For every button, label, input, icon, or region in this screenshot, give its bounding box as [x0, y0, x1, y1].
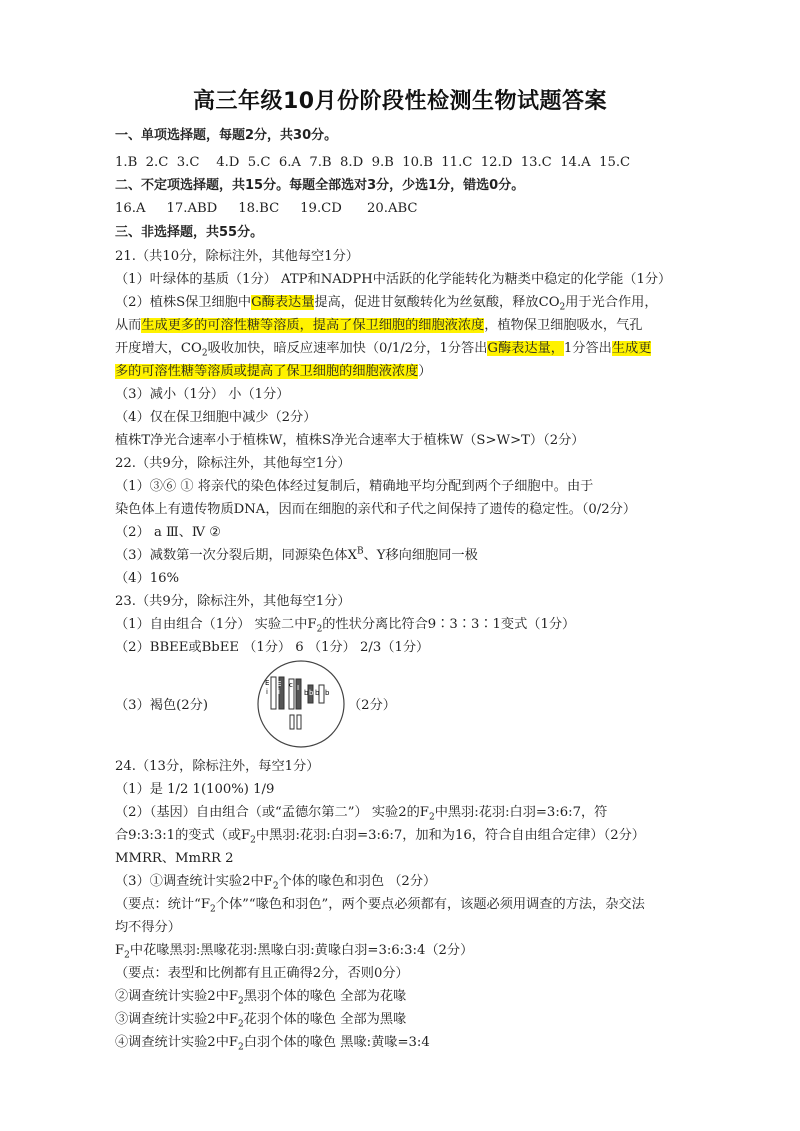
gene-label: I	[297, 684, 300, 692]
gene-label: b	[309, 689, 314, 697]
q24-part2-line2: 合9:3:3:1的变式（或$F_2$中黑羽:花羽:白羽=3:6:7，加和为16，符合自由组合定律）（2分）	[115, 828, 645, 846]
q21-part2-line1: （2）植株S保卫细胞中G酶表达量提高，促进甘氨酸转化为丝氨酸，释放$CO_2$用于光合作用，	[115, 295, 658, 313]
q24-note1-end: 均不得分）	[115, 920, 181, 935]
answer: 6.A	[278, 155, 301, 170]
answer: 17.ABD	[166, 201, 218, 216]
q23-header: 23.（共9分，除标注外，其他每空1分）	[115, 594, 351, 609]
answer: 18.BC	[238, 201, 280, 216]
answer: 19.CD	[300, 201, 342, 216]
answer: 1.B	[115, 155, 138, 170]
cell-diagram-svg	[256, 659, 346, 749]
highlight: G酶表达量	[251, 295, 315, 310]
answer: 7.B	[309, 155, 332, 170]
q24-header: 24.（13分，除标注外，每空1分）	[115, 759, 320, 774]
answer: 15.C	[599, 155, 631, 170]
answer: 10.B	[402, 155, 433, 170]
q22-part3: （3）减数第一次分裂后期，同源染色体$X^B$、Y移向细胞同一极	[115, 546, 478, 563]
q21-part2-line2: 从而生成更多的可溶性糖等溶质，提高了保卫细胞的细胞液浓度，植物保卫细胞吸水，气孔	[115, 318, 643, 333]
chromosome	[290, 715, 294, 729]
answer: 8.D	[340, 155, 364, 170]
section1-heading: 一、单项选择题，每题2分，共30分。	[115, 128, 338, 143]
gene-label: b	[315, 689, 320, 697]
answer: 3.C	[176, 155, 200, 170]
q24-part2-line1: （2）（基因）自由组合（或“孟德尔第二”） 实验2的$F_2$中黑羽:花羽:白羽=3:6:7，符	[115, 805, 608, 823]
q24-note1: （要点：统计“$F_2$个体”“喙色和羽色”，两个要点必须都有，该题必须用调查的方法，杂交法	[115, 897, 645, 915]
answer: 11.C	[441, 155, 473, 170]
gene-label: E	[265, 679, 270, 687]
cell-diagram	[256, 659, 346, 749]
highlight: 生成更	[611, 341, 652, 356]
page-title: 高三年级10月份阶段性检测生物试题答案	[192, 89, 608, 114]
gene-label: b	[325, 689, 330, 697]
chromosome	[319, 685, 324, 703]
q22-header: 22.（共9分，除标注外，其他每空1分）	[115, 456, 351, 471]
answer: 9.B	[371, 155, 394, 170]
answer: 2.C	[145, 155, 169, 170]
q21-part1: （1）叶绿体的基质（1分） ATP和NADPH中活跃的化学能转化为糖类中稳定的化学能（1分）	[115, 272, 672, 287]
q21-part4-detail: 植株T净光合速率小于植株W，植株S净光合速率大于植株W（S>W>T）（2分）	[115, 433, 585, 448]
q24-step4: ④调查统计实验2中$F_2$白羽个体的喙色 黑喙:黄喙=3:4	[115, 1035, 430, 1053]
q22-part2: （2） a Ⅲ、Ⅳ ②	[115, 525, 222, 540]
q23-part3-label: （3）褐色(2分)	[115, 698, 209, 713]
q21-part2-line4: 多的可溶性糖等溶质或提高了保卫细胞的细胞液浓度）	[115, 364, 432, 379]
answer: 5.C	[247, 155, 271, 170]
answer: 14.A	[560, 155, 591, 170]
chromosome	[271, 677, 276, 709]
q21-part4: （4）仅在保卫细胞中减少（2分）	[115, 410, 317, 425]
answer: 16.A	[115, 201, 146, 216]
answer: 13.C	[520, 155, 552, 170]
q24-part1: （1）是 1/2 1(100%) 1/9	[115, 782, 275, 797]
q22-part1-line2: 染色体上有遗传物质DNA，因而在细胞的亲代和子代之间保持了遗传的稳定性。（0/2分）	[115, 502, 637, 517]
q24-phenotype-ratio: $F_2$中花喙黑羽:黑喙花羽:黑喙白羽:黄喙白羽=3:6:3:4（2分）	[115, 943, 474, 961]
q23-part3-score: （2分）	[348, 698, 396, 713]
gene-label: E	[277, 680, 282, 688]
highlight: 生成更多的可溶性糖等溶质，提高了保卫细胞的细胞液浓度	[141, 318, 485, 333]
q24-step2: ②调查统计实验2中$F_2$黑羽个体的喙色 全部为花喙	[115, 989, 407, 1007]
q21-part2-line3: 开度增大，$CO_2$吸收加快，暗反应速率加快（0/1/2分，1分答出G酶表达量，1分答出生成更	[115, 341, 652, 359]
q24-part3-line1: （3）①调查统计实验2中$F_2$个体的喙色和羽色 （2分）	[115, 874, 437, 892]
q24-note2: （要点：表型和比例都有且正确得2分，否则0分）	[115, 966, 409, 981]
q23-part2: （2）BBEE或BbEE （1分） 6 （1分） 2/3（1分）	[115, 640, 430, 655]
q21-header: 21.（共10分，除标注外，其他每空1分）	[115, 249, 359, 264]
q24-step3: ③调查统计实验2中$F_2$花羽个体的喙色 全部为黑喙	[115, 1012, 407, 1030]
chromosome	[297, 715, 301, 729]
q22-part1-line1: （1）③⑥ ① 将亲代的染色体经过复制后，精确地平均分配到两个子细胞中。由于	[115, 479, 594, 494]
gene-label: c	[289, 681, 293, 689]
gene-label: i	[278, 688, 280, 696]
gene-label: b	[304, 689, 309, 697]
gene-label: i	[266, 688, 268, 696]
answer: 4.D	[216, 155, 240, 170]
section2-heading: 二、不定项选择题，共15分。每题全部选对3分，少选1分，错选0分。	[115, 178, 525, 193]
highlight: 多的可溶性糖等溶质或提高了保卫细胞的细胞液浓度	[115, 364, 419, 379]
q21-part3: （3）减小（1分） 小（1分）	[115, 387, 290, 402]
q24-part2-line3: MMRR、MmRR 2	[115, 851, 234, 866]
highlight: G酶表达量，	[487, 341, 564, 356]
section1-answers	[115, 154, 630, 172]
q23-part1: （1）自由组合（1分） 实验二中$F_2$的性状分离比符合9∶3∶3∶1变式（1分）	[115, 617, 576, 635]
q22-part4: （4）16%	[115, 571, 180, 586]
answer: 20.ABC	[366, 201, 418, 216]
section3-heading: 三、非选择题，共55分。	[115, 225, 264, 240]
answer: 12.D	[480, 155, 513, 170]
section2-answers	[115, 200, 418, 218]
